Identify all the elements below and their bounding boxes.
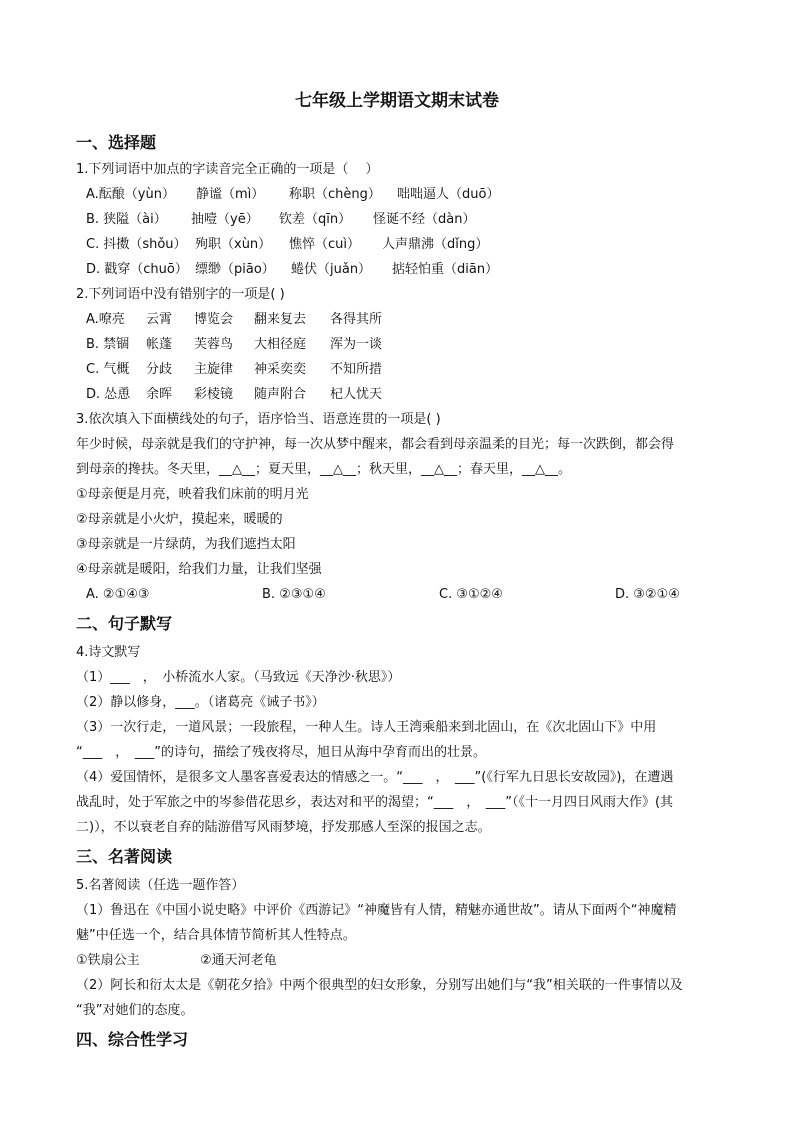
q4-line-6: 战乱时，处于军旅之中的岑参借花思乡，表达对和平的渴望；“___ ， ___”（《十一月四日风雨大作》(其 — [76, 795, 674, 810]
q4-line-5: （4）爱国情怀，是很多文人墨客喜爱表达的情感之一。“___ ， ___”(《行军九日思长安故园》)，在遭遇 — [76, 770, 674, 785]
q2-d-5: 杞人忧天 — [330, 387, 383, 402]
q5-stem: 5.名著阅读（任选一题作答） — [76, 878, 245, 893]
q2-c-5: 不知所措 — [330, 362, 383, 377]
q1-a-1: A.酝酿（yùn） — [86, 187, 175, 202]
section-heading-dictation: 二、句子默写 — [76, 614, 173, 633]
q1-c-4: 人声鼎沸（dǐng） — [382, 237, 489, 252]
q1-c-2: 殉职（xùn） — [195, 237, 272, 252]
q3-option-d: D. ③②①④ — [615, 587, 680, 602]
q5-line-3: （2）阿长和衍太太是《朝花夕拾》中两个很典型的妇女形象，分别写出她们与“我”相关联的一件事情以及 — [76, 978, 683, 993]
q1-option-a — [86, 187, 499, 203]
q4-line-1: （1）___ ， 小桥流水人家。（马致远《天净沙·秋思》） — [76, 670, 401, 685]
q2-stem: 2.下列词语中没有错别字的一项是( ) — [76, 287, 285, 302]
q2-b-1: B. 禁锢 — [86, 337, 130, 352]
q1-c-1: C. 抖擞（shǒu） — [86, 237, 187, 252]
q1-b-4: 怪诞不经（dàn） — [373, 212, 476, 227]
q2-d-2: 余晖 — [146, 387, 173, 402]
q2-a-5: 各得其所 — [330, 312, 383, 327]
q2-c-4: 神采奕奕 — [254, 362, 307, 377]
q1-d-3: 蜷伏（juǎn） — [291, 262, 372, 277]
section-heading-choice: 一、选择题 — [76, 133, 157, 152]
q1-a-4: 咄咄逼人（duō） — [397, 187, 500, 202]
q3-sentence-1: ①母亲便是月亮，映着我们床前的明月光 — [76, 487, 309, 502]
q1-d-1: D. 戳穿（chuō） — [86, 262, 188, 277]
q4-stem: 4.诗文默写 — [76, 645, 141, 660]
q1-b-2: 抽噎（yē） — [191, 212, 259, 227]
q3-passage-line-1: 年少时候，母亲就是我们的守护神，每一次从梦中醒来，都会看到母亲温柔的目光；每一次跌倒，都会得 — [76, 437, 675, 452]
q3-sentence-4: ④母亲就是暖阳，给我们力量，让我们坚强 — [76, 562, 322, 577]
q5-line-4: “我”对她们的态度。 — [76, 1003, 194, 1018]
q2-c-2: 分歧 — [146, 362, 173, 377]
q5-line-1: （1）鲁迅在《中国小说史略》中评价《西游记》“神魔皆有人情，精魅亦通世故”。请从下面两个“神魔精 — [76, 903, 677, 918]
q2-b-4: 大相径庭 — [254, 337, 307, 352]
q3-options — [86, 587, 680, 603]
q1-c-3: 憔悴（cuì） — [289, 237, 360, 252]
q2-option-b — [86, 337, 382, 353]
q5-choice-1: ①铁扇公主 — [76, 953, 140, 968]
q4-line-4: “___ ， ___”的诗句，描绘了残夜将尽，旭日从海中孕育而出的壮景。 — [76, 745, 486, 760]
q3-option-b: B. ②③①④ — [262, 587, 326, 602]
q5-choices — [76, 953, 277, 969]
q4-line-7: 二)），不以衰老自弃的陆游借写风雨梦境，抒发那感人至深的报国之志。 — [76, 820, 491, 835]
q3-sentence-2: ②母亲就是小火炉，摸起来，暖暖的 — [76, 512, 283, 527]
q2-b-5: 浑为一谈 — [330, 337, 383, 352]
q4-line-3: （3）一次行走，一道风景；一段旅程，一种人生。诗人王湾乘船来到北固山，在《次北固山下》中用 — [76, 720, 657, 735]
q3-passage-line-2: 到母亲的搀扶。冬天里，__△__；夏天里，__△__；秋天里，__△__；春天里，__△__。 — [76, 462, 571, 477]
q2-a-2: 云霄 — [146, 312, 173, 327]
q1-d-2: 缥缈（piāo） — [195, 262, 275, 277]
q2-b-2: 帐蓬 — [146, 337, 173, 352]
q4-line-2: （2）静以修身，___。（诸葛亮《诫子书》） — [76, 695, 325, 710]
q1-option-b — [86, 212, 475, 228]
q2-a-3: 博览会 — [194, 312, 234, 327]
q1-stem: 1.下列词语中加点的字读音完全正确的一项是（ ） — [76, 162, 379, 177]
q5-choice-2: ②通天河老龟 — [200, 953, 277, 968]
q2-option-a — [86, 312, 382, 328]
q2-c-3: 主旋律 — [194, 362, 234, 377]
q1-d-4: 掂轻怕重（diān） — [392, 262, 499, 277]
q1-a-3: 称职（chèng） — [289, 187, 381, 202]
q3-option-c: C. ③①②④ — [439, 587, 503, 602]
q3-option-a: A. ②①④③ — [86, 587, 150, 602]
q2-a-1: A.嘹亮 — [86, 312, 125, 327]
q2-c-1: C. 气概 — [86, 362, 130, 377]
section-heading-comprehensive: 四、综合性学习 — [76, 1030, 189, 1049]
q1-b-3: 钦差（qīn） — [279, 212, 352, 227]
section-heading-classics: 三、名著阅读 — [76, 847, 173, 866]
q2-d-3: 彩棱镜 — [194, 387, 234, 402]
q2-option-d — [86, 387, 382, 403]
q3-stem: 3.依次填入下面横线处的句子，语序恰当、语意连贯的一项是( ) — [76, 412, 441, 427]
q1-option-c — [86, 237, 488, 253]
q1-b-1: B. 狭隘（ài） — [86, 212, 167, 227]
page-title: 七年级上学期语文期末试卷 — [295, 91, 499, 111]
q5-line-2: 魅”中任选一个，结合具体情节简析其人性特点。 — [76, 928, 356, 943]
q1-option-d — [86, 262, 498, 278]
q1-a-2: 静谧（mì） — [196, 187, 265, 202]
q3-sentence-3: ③母亲就是一片绿荫，为我们遮挡太阳 — [76, 537, 296, 552]
q2-a-4: 翻来复去 — [254, 312, 307, 327]
q2-d-4: 随声附合 — [254, 387, 307, 402]
q2-d-1: D. 怂恿 — [86, 387, 131, 402]
q2-option-c — [86, 362, 382, 378]
q2-b-3: 芙蓉鸟 — [194, 337, 234, 352]
